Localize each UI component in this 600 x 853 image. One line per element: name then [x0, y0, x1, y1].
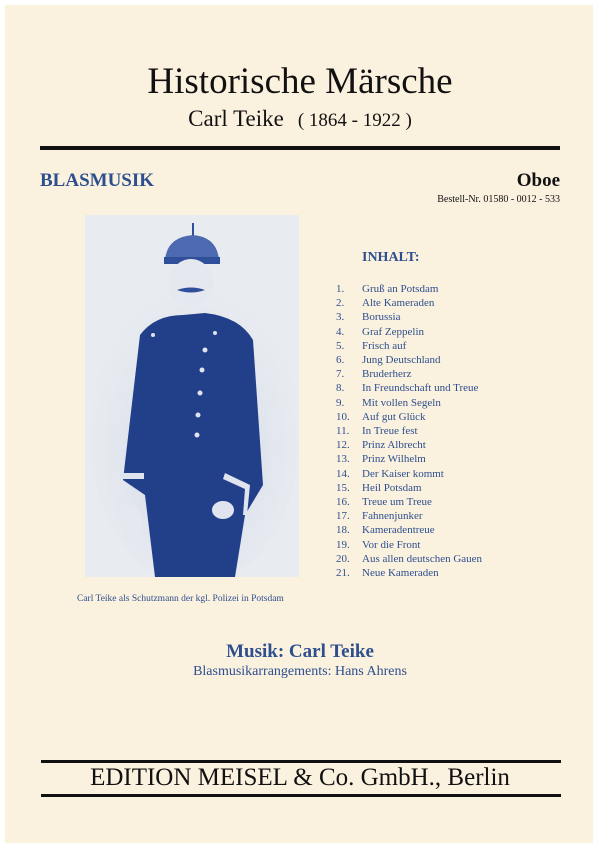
top-divider: [40, 146, 560, 150]
item-title: Borussia: [362, 311, 401, 324]
list-item: [336, 381, 482, 395]
item-title: Graf Zeppelin: [362, 325, 424, 338]
publisher-top-rule: [41, 760, 561, 763]
soldier-portrait-icon: [85, 215, 299, 577]
item-number: 18.: [336, 524, 350, 537]
item-title: Fahnenjunker: [362, 510, 423, 523]
item-title: Jung Deutschland: [362, 354, 441, 367]
item-number: 3.: [336, 311, 345, 324]
list-item: [336, 523, 482, 537]
publisher-bottom-rule: [41, 794, 561, 797]
composer-name: Carl Teike: [188, 106, 284, 131]
list-item: [336, 296, 482, 310]
contents-heading: INHALT:: [362, 250, 420, 265]
item-title: In Freundschaft und Treue: [362, 382, 479, 395]
item-title: Prinz Albrecht: [362, 439, 426, 452]
item-number: 10.: [336, 410, 350, 423]
item-number: 19.: [336, 538, 350, 551]
item-title: Aus allen deutschen Gauen: [362, 552, 483, 565]
item-title: Frisch auf: [362, 339, 407, 352]
item-number: 5.: [336, 339, 345, 352]
item-number: 17.: [336, 510, 350, 523]
item-number: 14.: [336, 467, 350, 480]
list-item: [336, 282, 482, 296]
item-title: Prinz Wilhelm: [362, 453, 426, 466]
item-number: 15.: [336, 481, 350, 494]
item-number: 6.: [336, 354, 345, 367]
contents-list: [336, 282, 482, 580]
list-item: [336, 481, 482, 495]
item-number: 4.: [336, 325, 345, 338]
list-item: [336, 552, 482, 566]
item-number: 12.: [336, 439, 350, 452]
category-label: BLASMUSIK: [40, 170, 155, 191]
item-title: Bruderherz: [362, 368, 412, 381]
list-item: [336, 410, 482, 424]
music-credit: Musik: Carl Teike: [226, 641, 374, 662]
composer-years: ( 1864 - 1922 ): [297, 110, 412, 131]
item-title: Gruß an Potsdam: [362, 283, 439, 295]
list-item: [336, 452, 482, 466]
list-item: [336, 566, 482, 580]
item-number: 16.: [336, 496, 350, 509]
list-item: [336, 367, 482, 381]
item-title: In Treue fest: [362, 425, 418, 438]
item-title: Mit vollen Segeln: [362, 396, 441, 409]
item-title: Vor die Front: [362, 538, 421, 551]
item-number: 1.: [336, 283, 345, 295]
item-number: 21.: [336, 567, 350, 580]
list-item: [336, 438, 482, 452]
list-item: [336, 353, 482, 367]
item-title: Auf gut Glück: [362, 410, 426, 423]
composer-line: [0, 106, 600, 134]
item-number: 11.: [336, 425, 350, 438]
list-item: [336, 424, 482, 438]
item-number: 7.: [336, 368, 345, 381]
item-title: Treue um Treue: [362, 496, 432, 509]
item-title: Der Kaiser kommt: [362, 467, 444, 480]
list-item: [336, 325, 482, 339]
list-item: [336, 339, 482, 353]
list-item: [336, 396, 482, 410]
list-item: [336, 538, 482, 552]
item-title: Neue Kameraden: [362, 567, 439, 580]
portrait-photo: [85, 215, 299, 577]
order-number: Bestell-Nr. 01580 - 0012 - 533: [437, 194, 560, 205]
item-title: Alte Kameraden: [362, 297, 435, 310]
list-item: [336, 310, 482, 324]
item-number: 2.: [336, 297, 345, 310]
arrangement-credit: Blasmusikarrangements: Hans Ahrens: [193, 664, 407, 679]
item-number: 8.: [336, 382, 345, 395]
page-title: Historische Märsche: [147, 61, 453, 102]
item-number: 20.: [336, 552, 350, 565]
item-number: 13.: [336, 453, 350, 466]
list-item: [336, 509, 482, 523]
list-item: [336, 467, 482, 481]
instrument-label: Oboe: [516, 170, 560, 191]
item-number: 9.: [336, 396, 345, 409]
item-title: Heil Potsdam: [362, 481, 422, 494]
list-item: [336, 495, 482, 509]
item-title: Kameradentreue: [362, 524, 435, 537]
publisher-name: EDITION MEISEL & Co. GmbH., Berlin: [90, 764, 510, 791]
photo-caption: Carl Teike als Schutzmann der kgl. Polizei in Potsdam: [77, 594, 284, 604]
